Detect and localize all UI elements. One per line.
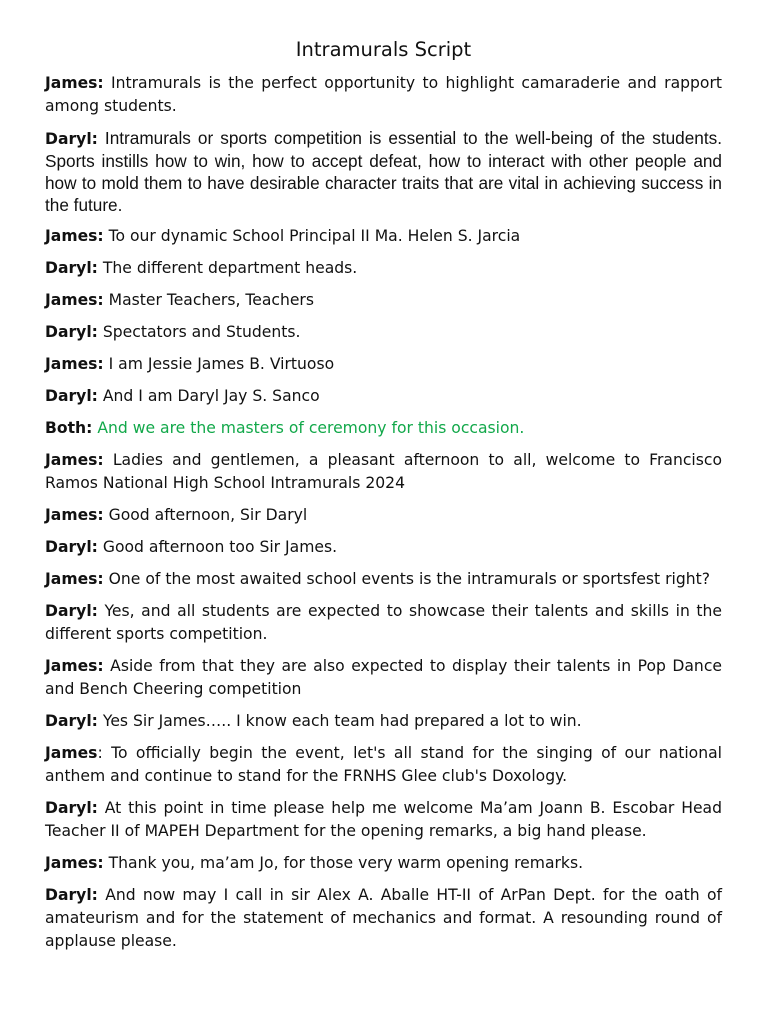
- script-line: [45, 257, 722, 280]
- script-line: [45, 385, 722, 408]
- line-text: And now may I call in sir Alex A. Aballe HT-II of ArPan Dept. for the oath of amateurism and for the statement of mechanics and format. A resounding round of applause please.: [45, 886, 722, 950]
- line-text: I am Jessie James B. Virtuoso: [103, 355, 335, 373]
- line-text: : To officially begin the event, let's all stand for the singing of our national anthem and continue to stand for the FRNHS Glee club's Doxology.: [45, 744, 722, 785]
- line-text: Ladies and gentlemen, a pleasant afternoon to all, welcome to Francisco Ramos National High School Intramurals 2024: [45, 451, 722, 492]
- speaker-label: Daryl:: [45, 886, 98, 904]
- speaker-label: Daryl:: [45, 259, 98, 277]
- speaker-label: James:: [45, 451, 104, 469]
- script-line: [45, 655, 722, 701]
- script-line: [45, 710, 722, 733]
- script-line: [45, 225, 722, 248]
- line-text: Good afternoon, Sir Daryl: [103, 506, 308, 524]
- speaker-label: Daryl:: [45, 387, 98, 405]
- script-line: [45, 568, 722, 591]
- speaker-label: Daryl:: [45, 538, 98, 556]
- script-line-highlighted: [45, 417, 722, 440]
- script-line: [45, 353, 722, 376]
- line-text: Good afternoon too Sir James.: [97, 538, 338, 556]
- line-text: Yes, and all students are expected to showcase their talents and skills in the different sports competition.: [45, 602, 722, 643]
- speaker-label: James:: [45, 657, 104, 675]
- line-text: Intramurals or sports competition is essential to the well-being of the students. Sports instills how to win, how to accept defeat, how to interact with other people and how to mold them to have desirable character traits that are vital in achieving success in the future.: [45, 128, 722, 215]
- script-line: [45, 852, 722, 875]
- speaker-label: Daryl:: [45, 323, 98, 341]
- line-text: At this point in time please help me welcome Ma’am Joann B. Escobar Head Teacher II of MAPEH Department for the opening remarks, a big hand please.: [45, 799, 722, 840]
- speaker-label: James: [45, 744, 98, 762]
- speaker-label: James:: [45, 227, 104, 245]
- script-line: [45, 449, 722, 495]
- speaker-label: James:: [45, 506, 104, 524]
- speaker-label: Both:: [45, 419, 93, 437]
- script-line: [45, 321, 722, 344]
- line-text: Spectators and Students.: [97, 323, 301, 341]
- line-text: Aside from that they are also expected to display their talents in Pop Dance and Bench Cheering competition: [45, 657, 722, 698]
- script-line: [45, 742, 722, 788]
- speaker-label: James:: [45, 291, 104, 309]
- script-line: [45, 536, 722, 559]
- speaker-label: Daryl:: [45, 602, 98, 620]
- script-line: [45, 797, 722, 843]
- line-text: And we are the masters of ceremony for this occasion.: [92, 419, 525, 437]
- script-line: [45, 884, 722, 953]
- script-line: [45, 289, 722, 312]
- speaker-label: Daryl:: [45, 799, 98, 817]
- line-text: One of the most awaited school events is the intramurals or sportsfest right?: [103, 570, 711, 588]
- speaker-label: James:: [45, 570, 104, 588]
- line-text: Intramurals is the perfect opportunity to highlight camaraderie and rapport among students.: [45, 74, 722, 115]
- line-text: Thank you, ma’am Jo, for those very warm opening remarks.: [103, 854, 584, 872]
- line-text: Yes Sir James….. I know each team had prepared a lot to win.: [97, 712, 582, 730]
- speaker-label: James:: [45, 74, 104, 92]
- document-title: Intramurals Script: [295, 38, 472, 61]
- script-line: [45, 504, 722, 527]
- line-text: To our dynamic School Principal II Ma. Helen S. Jarcia: [103, 227, 521, 245]
- script-line: [45, 127, 722, 216]
- line-text: And I am Daryl Jay S. Sanco: [97, 387, 320, 405]
- speaker-label: James:: [45, 355, 104, 373]
- script-page: [45, 38, 722, 962]
- speaker-label: Daryl:: [45, 130, 98, 148]
- line-text: Master Teachers, Teachers: [103, 291, 314, 309]
- script-line: [45, 72, 722, 118]
- speaker-label: James:: [45, 854, 104, 872]
- script-line: [45, 600, 722, 646]
- speaker-label: Daryl:: [45, 712, 98, 730]
- line-text: The different department heads.: [97, 259, 358, 277]
